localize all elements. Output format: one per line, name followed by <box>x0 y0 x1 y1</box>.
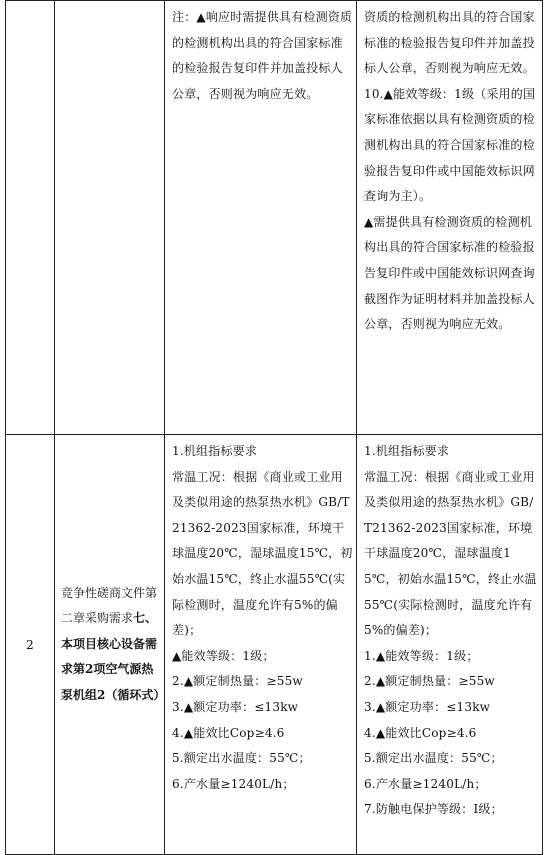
paragraph: 6.产水量≥1240L/h； <box>172 776 295 791</box>
paragraph: 4.▲能效比Cop≥4.6 <box>364 725 477 740</box>
row-number: 2 <box>26 637 34 652</box>
row2-requirement-cell <box>357 435 543 855</box>
paragraph: 常温工况：根据《商业或工业用及类似用途的热泵热水机》GB/T21362-2023国家标准，环境干球温度20℃，湿球温度15℃，初始水温15℃，终止水温55℃(实际检测时，温度允许有5%的偏差)； <box>172 469 353 638</box>
row1-requirement-text <box>357 1 542 344</box>
requirements-table <box>5 0 543 855</box>
title-normal: 竞争性磋商文件第二章采购需求 <box>61 585 158 626</box>
row1-response-cell <box>165 1 357 435</box>
row2-number-cell <box>6 435 55 855</box>
paragraph: 6.产水量≥1240L/h； <box>364 776 487 791</box>
paragraph: ▲能效等级：1级； <box>172 648 275 663</box>
paragraph: 2.▲额定制热量：≥55w <box>364 674 495 689</box>
row1-number-cell <box>6 1 55 435</box>
paragraph: 注：▲响应时需提供具有检测资质的检测机构出具的符合国家标准的检验报告复印件并加盖投标人公章，否则视为响应无效。 <box>172 10 353 101</box>
row2-response-cell <box>165 435 357 855</box>
paragraph: 10.▲能效等级：1级（采用的国家标准依据以具有检测资质的检测机构出具的符合国家标准的检验报告复印件或中国能效标识网查询为主）。 <box>364 86 536 204</box>
paragraph: 5.额定出水温度：55℃； <box>364 751 503 766</box>
row2-requirement-text <box>357 435 542 829</box>
row2-title-cell <box>55 435 165 855</box>
paragraph: 3.▲额定功率：≤13kw <box>364 699 491 714</box>
paragraph: 2.▲额定制热量：≥55w <box>172 674 303 689</box>
paragraph: ▲需提供具有检测资质的检测机构出具的符合国家标准的检验报告复印件或中国能效标识网查询截图作为证明材料并加盖投标人公章，否则视为响应无效。 <box>364 214 535 332</box>
paragraph: 7.防触电保护等级：Ⅰ级； <box>364 802 503 817</box>
paragraph: 4.▲能效比Cop≥4.6 <box>172 725 285 740</box>
paragraph: 3.▲额定功率：≤13kw <box>172 699 299 714</box>
paragraph: 资质的检测机构出具的符合国家标准的检验报告复印件并加盖投标人公章，否则视为响应无效。 <box>364 10 535 76</box>
paragraph: 1.机组指标要求 <box>364 444 450 458</box>
paragraph: 5.额定出水温度：55℃； <box>172 751 311 766</box>
row1-requirement-cell <box>357 1 543 435</box>
title-bold: 七、本项目核心设备需求第2项空气源热泵机组2（循环式） <box>61 611 166 702</box>
row2-title <box>55 581 164 709</box>
paragraph: 1.机组指标要求 <box>172 444 258 458</box>
row1-title-cell <box>55 1 165 435</box>
table-row <box>6 435 543 855</box>
table-row <box>6 1 543 435</box>
row1-response-text <box>165 1 356 113</box>
row2-response-text <box>165 435 356 803</box>
paragraph: 1.▲能效等级：1级； <box>364 648 479 663</box>
paragraph: 常温工况：根据《商业或工业用及类似用途的热泵热水机》GB/T21362-2023国家标准，环境干球温度20℃，湿球温度15℃，初始水温15℃，终止水温55℃(实际检测时，温度允许有5%的偏差)； <box>364 469 537 638</box>
